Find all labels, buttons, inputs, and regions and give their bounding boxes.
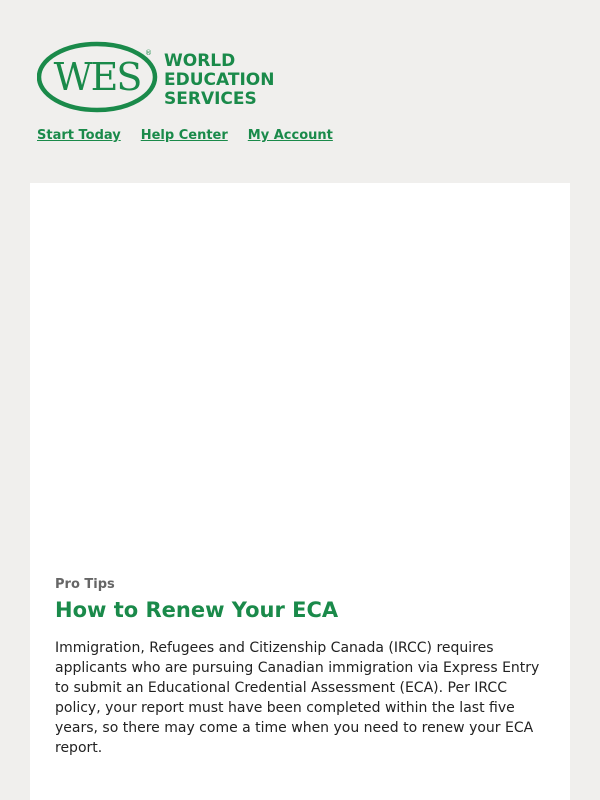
article-eyebrow: Pro Tips xyxy=(55,577,115,592)
article-card xyxy=(30,183,570,800)
registered-mark: ® xyxy=(145,49,152,57)
logo-monogram: WES xyxy=(53,55,141,99)
article-body: Immigration, Refugees and Citizenship Canada (IRCC) requires applicants who are pursuing Canadian immigration via Express Entry to submit an Educational Credential Assessment (ECA). Per IRCC policy, your report must have been completed within the last five years, so there may come a time when you need to renew your ECA report. xyxy=(55,640,540,756)
my-account-link[interactable]: My Account xyxy=(247,128,333,143)
brand-name-line1: WORLD xyxy=(164,51,236,71)
wes-logo[interactable] xyxy=(37,41,292,113)
article-title: How to Renew Your ECA xyxy=(55,598,339,622)
help-center-link[interactable]: Help Center xyxy=(140,128,228,143)
wes-logo-graphic xyxy=(37,41,292,113)
brand-name-line3: SERVICES xyxy=(164,89,257,109)
hero-image[interactable] xyxy=(30,183,570,568)
brand-name-line2: EDUCATION xyxy=(164,70,275,90)
top-nav xyxy=(37,128,333,143)
start-today-link[interactable]: Start Today xyxy=(37,128,121,143)
